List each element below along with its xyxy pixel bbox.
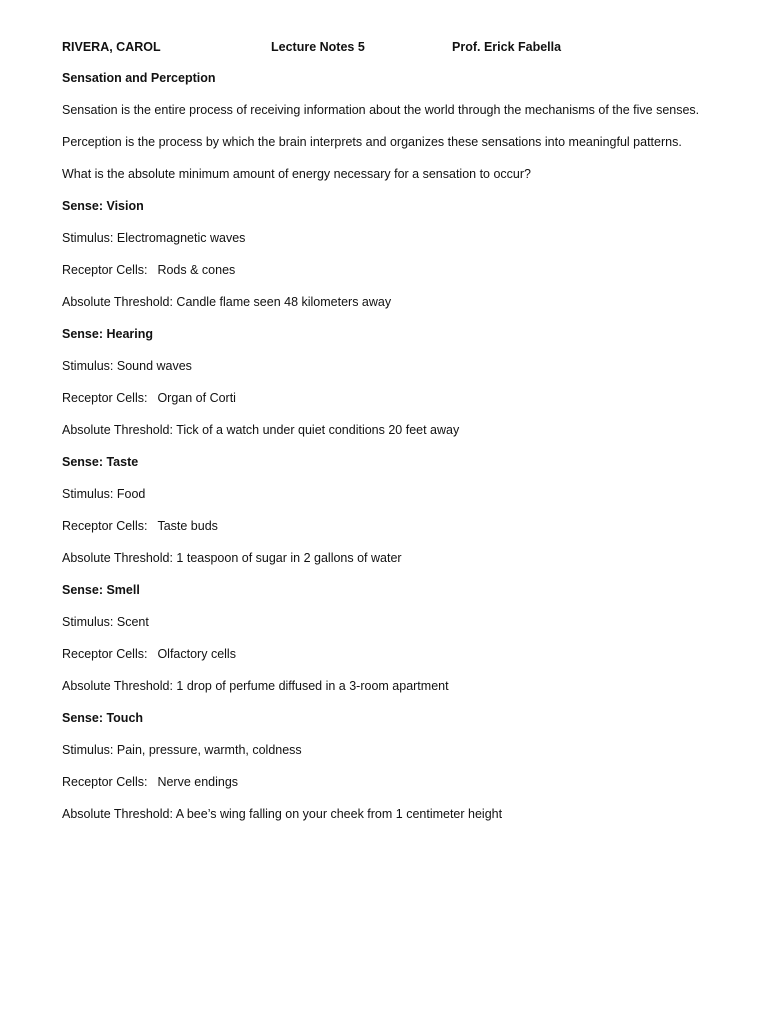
sense-receptor — [62, 646, 236, 662]
receptor-value: Rods & cones — [157, 263, 236, 277]
intro-question: What is the absolute minimum amount of energy necessary for a sensation to occur? — [62, 167, 531, 181]
receptor-value: Taste buds — [157, 519, 218, 533]
section-title: Sensation and Perception — [62, 71, 216, 85]
sense-heading: Sense: Vision — [62, 199, 144, 213]
sense-receptor — [62, 262, 235, 278]
receptor-label: Receptor Cells: — [62, 775, 148, 789]
receptor-value: Nerve endings — [157, 775, 239, 789]
intro-sensation: Sensation is the entire process of receiving information about the world through the mechanisms of the five senses. — [62, 103, 700, 117]
sense-receptor — [62, 774, 238, 790]
sense-heading: Sense: Touch — [62, 711, 144, 725]
receptor-label: Receptor Cells: — [62, 391, 148, 405]
sense-threshold: Absolute Threshold: A bee’s wing falling on your cheek from 1 centimeter height — [62, 807, 503, 821]
sense-stimulus: Stimulus: Food — [62, 487, 146, 501]
student-name: RIVERA, CAROL — [62, 40, 161, 54]
sense-heading: Sense: Taste — [62, 455, 139, 469]
intro-perception: Perception is the process by which the brain interprets and organizes these sensations into meaningful patterns. — [62, 135, 682, 149]
professor-name: Prof. Erick Fabella — [452, 40, 562, 54]
receptor-label: Receptor Cells: — [62, 263, 148, 277]
sense-threshold: Absolute Threshold: 1 teaspoon of sugar in 2 gallons of water — [62, 551, 402, 565]
sense-stimulus: Stimulus: Electromagnetic waves — [62, 231, 246, 245]
sense-heading: Sense: Hearing — [62, 327, 154, 341]
receptor-label: Receptor Cells: — [62, 519, 148, 533]
receptor-label: Receptor Cells: — [62, 647, 148, 661]
sense-stimulus: Stimulus: Pain, pressure, warmth, coldness — [62, 743, 302, 757]
sense-threshold: Absolute Threshold: 1 drop of perfume diffused in a 3-room apartment — [62, 679, 449, 693]
receptor-value: Olfactory cells — [157, 647, 236, 661]
sense-threshold: Absolute Threshold: Candle flame seen 48 kilometers away — [62, 295, 392, 309]
lecture-title: Lecture Notes 5 — [271, 40, 365, 54]
receptor-value: Organ of Corti — [157, 391, 236, 405]
sense-receptor — [62, 518, 218, 534]
sense-stimulus: Stimulus: Sound waves — [62, 359, 192, 373]
sense-stimulus: Stimulus: Scent — [62, 615, 149, 629]
sense-receptor — [62, 390, 236, 406]
sense-heading: Sense: Smell — [62, 583, 140, 597]
sense-threshold: Absolute Threshold: Tick of a watch under quiet conditions 20 feet away — [62, 423, 460, 437]
